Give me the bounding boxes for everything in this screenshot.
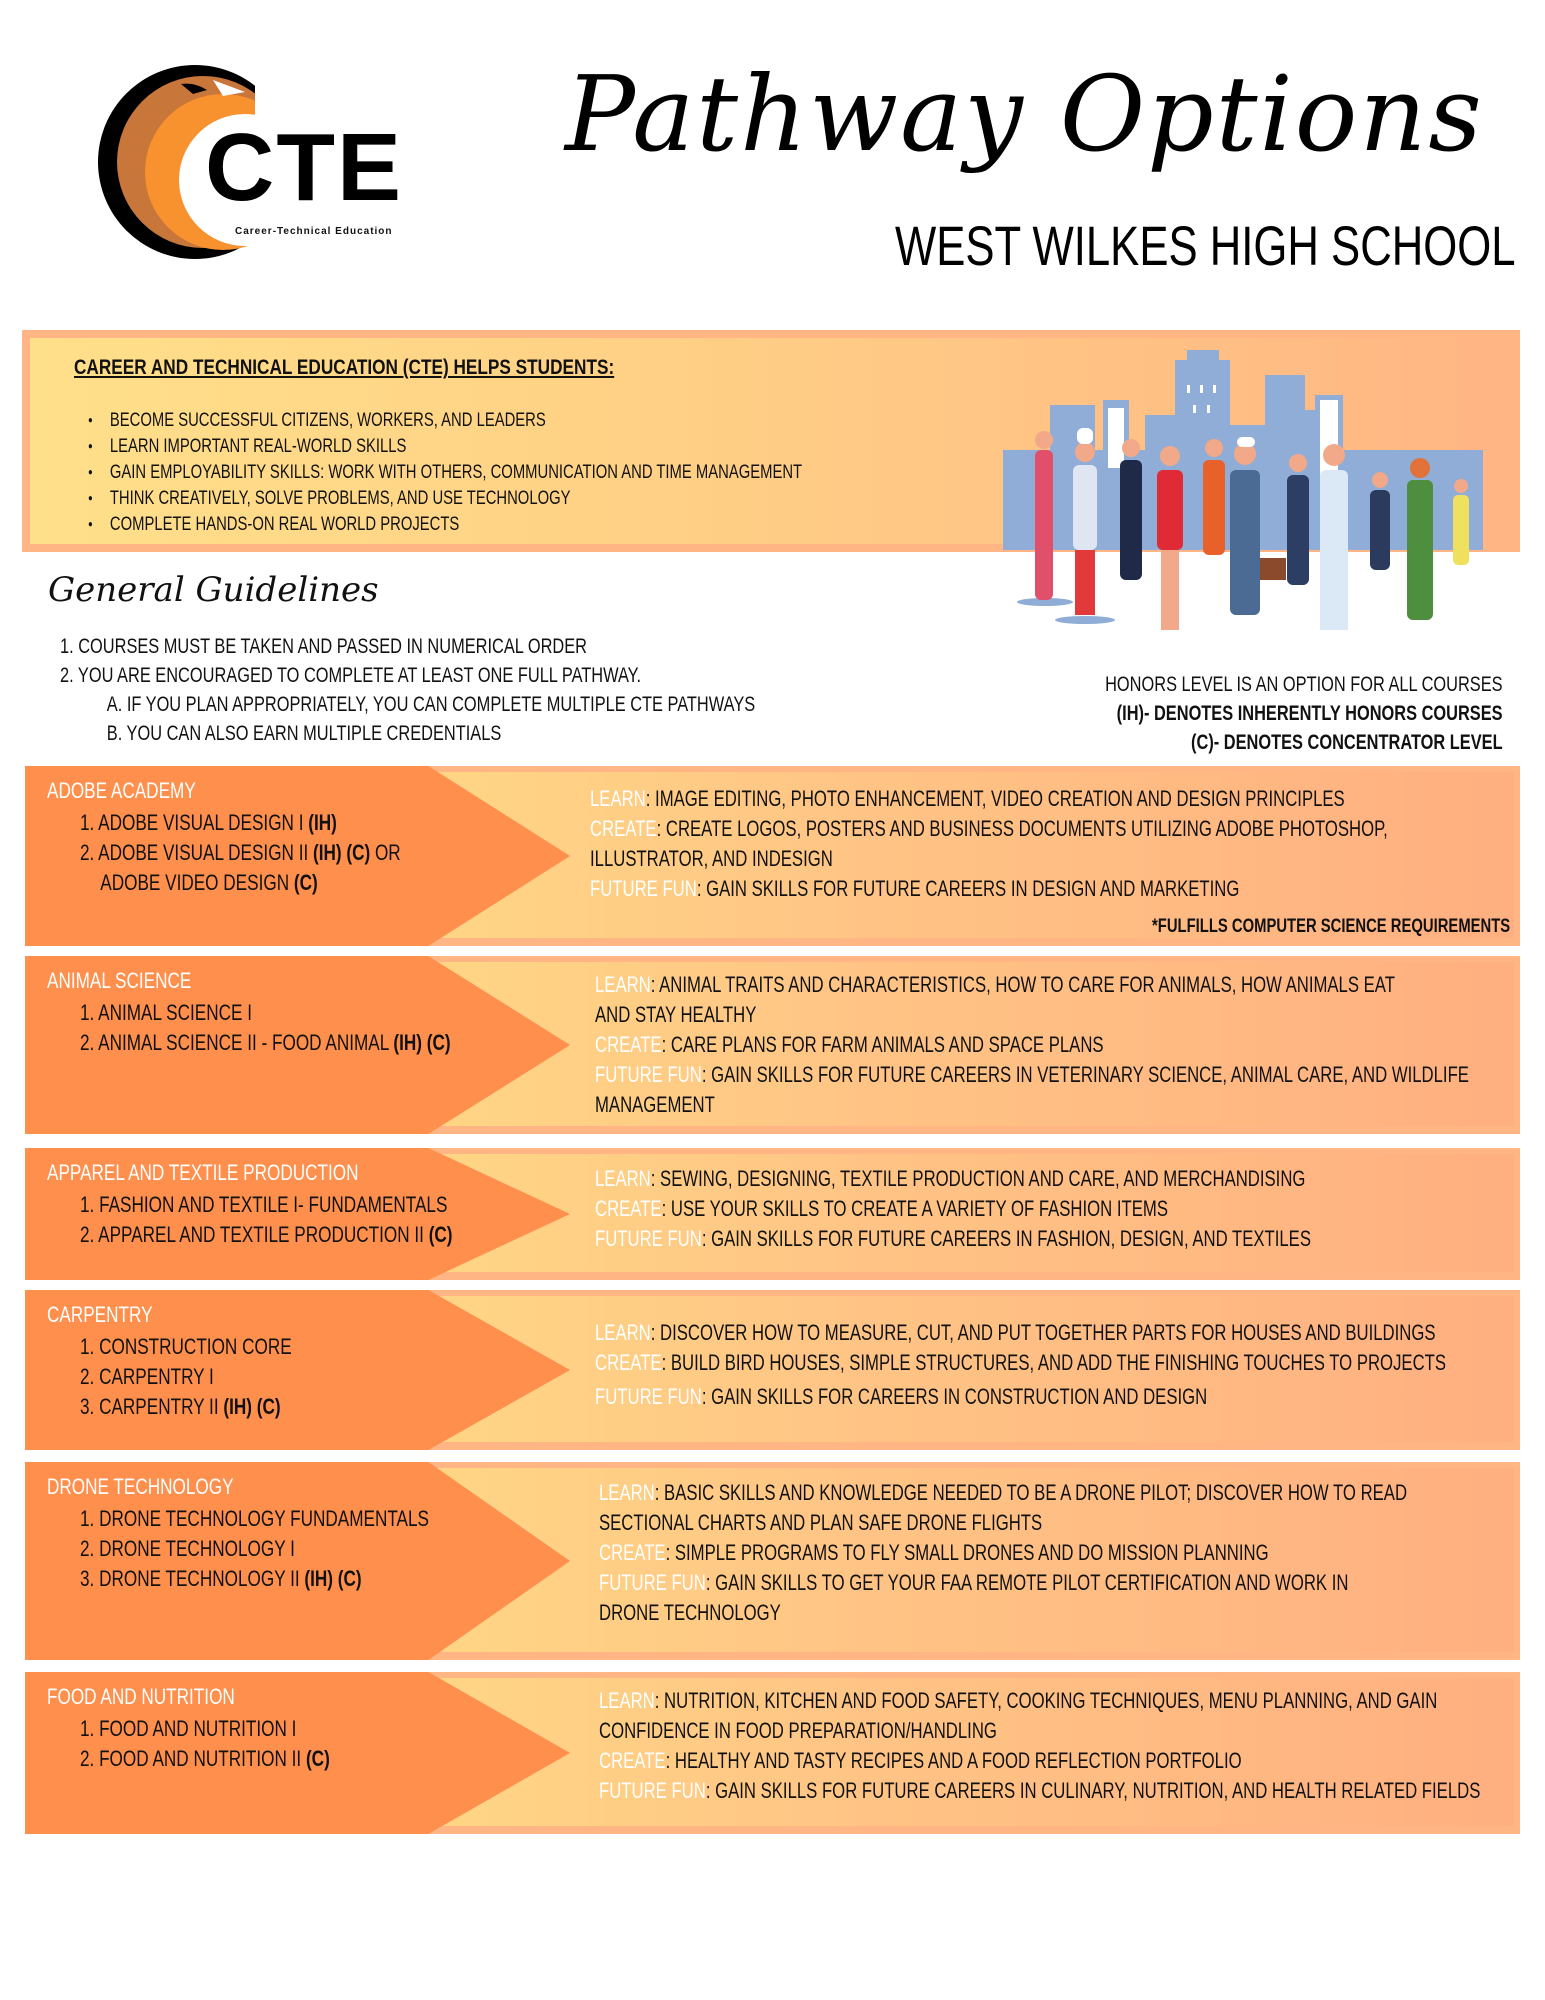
pathway-description <box>595 1318 1545 1412</box>
learn-line: LEARN: ANIMAL TRAITS AND CHARACTERISTICS, HOW TO CARE FOR ANIMALS, HOW ANIMALS EAT <box>595 972 1395 997</box>
future-line: FUTURE FUN: GAIN SKILLS FOR FUTURE CAREERS IN VETERINARY SCIENCE, ANIMAL CARE, AND WILDLIFE <box>595 1062 1469 1087</box>
learn-line: LEARN: IMAGE EDITING, PHOTO ENHANCEMENT, VIDEO CREATION AND DESIGN PRINCIPLES <box>590 786 1345 811</box>
learn-line: LEARN: NUTRITION, KITCHEN AND FOOD SAFETY, COOKING TECHNIQUES, MENU PLANNING, AND GAIN <box>599 1688 1438 1713</box>
pathway-description <box>590 784 1545 904</box>
logo-text: CTE <box>205 114 403 221</box>
intro-bullet: ● BECOME SUCCESSFUL CITIZENS, WORKERS, AND LEADERS <box>88 408 802 434</box>
future-line: FUTURE FUN: GAIN SKILLS FOR FUTURE CAREERS IN DESIGN AND MARKETING <box>590 876 1240 901</box>
learn-line: LEARN: SEWING, DESIGNING, TEXTILE PRODUCTION AND CARE, AND MERCHANDISING <box>595 1166 1306 1191</box>
learn-line-cont: CONFIDENCE IN FOOD PREPARATION/HANDLING <box>599 1718 997 1743</box>
create-line: CREATE: USE YOUR SKILLS TO CREATE A VARIETY OF FASHION ITEMS <box>595 1196 1168 1221</box>
future-line-cont: MANAGEMENT <box>595 1092 715 1117</box>
course-item: 2. APPAREL AND TEXTILE PRODUCTION II (C) <box>80 1222 453 1247</box>
cte-logo <box>95 62 415 262</box>
pathway-description <box>595 1164 1537 1254</box>
intro-heading: CAREER AND TECHNICAL EDUCATION (CTE) HELPS STUDENTS: <box>74 356 615 379</box>
pathway-title: CARPENTRY <box>47 1302 153 1327</box>
guideline-item: 1. COURSES MUST BE TAKEN AND PASSED IN NUMERICAL ORDER <box>60 635 587 658</box>
city-professionals-illustration <box>975 330 1520 630</box>
guideline-item: 2. YOU ARE ENCOURAGED TO COMPLETE AT LEAST ONE FULL PATHWAY. <box>60 664 642 687</box>
course-list <box>80 808 491 898</box>
intro-bullet: ● LEARN IMPORTANT REAL-WORLD SKILLS <box>88 434 802 460</box>
create-line: CREATE: CREATE LOGOS, POSTERS AND BUSINESS DOCUMENTS UTILIZING ADOBE PHOTOSHOP, <box>590 816 1388 841</box>
pathway-carpentry <box>25 1290 1520 1450</box>
pathway-adobe-academy <box>25 766 1520 946</box>
create-line: CREATE: CARE PLANS FOR FARM ANIMALS AND SPACE PLANS <box>595 1032 1104 1057</box>
future-line: FUTURE FUN: GAIN SKILLS FOR FUTURE CAREERS IN FASHION, DESIGN, AND TEXTILES <box>595 1226 1311 1251</box>
legend-ih: (IH)- DENOTES INHERENTLY HONORS COURSES <box>1117 702 1503 725</box>
course-item: ADOBE VIDEO DESIGN (C) <box>100 870 318 895</box>
pathway-food-nutrition <box>25 1672 1520 1834</box>
pathway-animal-science <box>25 956 1520 1134</box>
learn-line-cont: SECTIONAL CHARTS AND PLAN SAFE DRONE FLIGHTS <box>599 1510 1043 1535</box>
future-line-cont: DRONE TECHNOLOGY <box>599 1600 781 1625</box>
school-name: WEST WILKES HIGH SCHOOL <box>895 214 1516 277</box>
course-item: 1. ADOBE VISUAL DESIGN I (IH) <box>80 810 337 835</box>
legend-honors: HONORS LEVEL IS AN OPTION FOR ALL COURSES <box>1105 673 1503 696</box>
pathway-title: APPAREL AND TEXTILE PRODUCTION <box>47 1160 359 1185</box>
create-line: CREATE: HEALTHY AND TASTY RECIPES AND A FOOD REFLECTION PORTFOLIO <box>599 1748 1242 1773</box>
course-item: 2. ADOBE VISUAL DESIGN II (IH) (C) OR <box>80 840 401 865</box>
create-line-cont: ILLUSTRATOR, AND INDESIGN <box>590 846 833 871</box>
learn-line: LEARN: DISCOVER HOW TO MEASURE, CUT, AND PUT TOGETHER PARTS FOR HOUSES AND BUILDINGS <box>595 1320 1436 1345</box>
intro-bullets <box>88 408 1004 538</box>
pathway-title: DRONE TECHNOLOGY <box>47 1474 234 1499</box>
course-list <box>80 1714 400 1774</box>
logo-subtitle: Career-Technical Education <box>235 226 393 237</box>
pathway-drone-technology <box>25 1462 1520 1660</box>
pathway-title: ANIMAL SCIENCE <box>47 968 192 993</box>
pathway-description <box>599 1686 1545 1806</box>
intro-bullet: ● COMPLETE HANDS-ON REAL WORLD PROJECTS <box>88 512 802 538</box>
pathway-apparel-textile <box>25 1148 1520 1280</box>
course-item: 1. FASHION AND TEXTILE I- FUNDAMENTALS <box>80 1192 448 1217</box>
course-list <box>80 1332 351 1422</box>
pathway-title: FOOD AND NUTRITION <box>47 1684 235 1709</box>
course-item: 3. DRONE TECHNOLOGY II (IH) (C) <box>80 1566 362 1591</box>
guideline-subitem: B. YOU CAN ALSO EARN MULTIPLE CREDENTIALS <box>106 722 502 745</box>
learn-line-cont: AND STAY HEALTHY <box>595 1002 757 1027</box>
course-item: 2. CARPENTRY I <box>80 1364 214 1389</box>
create-line: CREATE: BUILD BIRD HOUSES, SIMPLE STRUCTURES, AND ADD THE FINISHING TOUCHES TO PROJECTS <box>595 1350 1447 1375</box>
guideline-subitem: A. IF YOU PLAN APPROPRIATELY, YOU CAN COMPLETE MULTIPLE CTE PATHWAYS <box>106 693 756 716</box>
future-line: FUTURE FUN: GAIN SKILLS TO GET YOUR FAA REMOTE PILOT CERTIFICATION AND WORK IN <box>599 1570 1349 1595</box>
course-item: 2. ANIMAL SCIENCE II - FOOD ANIMAL (IH) (C) <box>80 1030 451 1055</box>
intro-bullet: ● GAIN EMPLOYABILITY SKILLS: WORK WITH OTHERS, COMMUNICATION AND TIME MANAGEMENT <box>88 460 802 486</box>
course-item: 2. FOOD AND NUTRITION II (C) <box>80 1746 330 1771</box>
course-list <box>80 1190 558 1250</box>
future-line: FUTURE FUN: GAIN SKILLS FOR CAREERS IN CONSTRUCTION AND DESIGN <box>595 1384 1208 1409</box>
guidelines-list <box>60 632 951 748</box>
future-line: FUTURE FUN: GAIN SKILLS FOR FUTURE CAREERS IN CULINARY, NUTRITION, AND HEALTH RELATED FIELDS <box>599 1778 1481 1803</box>
course-item: 3. CARPENTRY II (IH) (C) <box>80 1394 281 1419</box>
legend <box>993 670 1503 757</box>
create-line: CREATE: SIMPLE PROGRAMS TO FLY SMALL DRONES AND DO MISSION PLANNING <box>599 1540 1269 1565</box>
pathway-description <box>595 970 1545 1120</box>
course-item: 1. FOOD AND NUTRITION I <box>80 1716 297 1741</box>
course-item: 1. DRONE TECHNOLOGY FUNDAMENTALS <box>80 1506 429 1531</box>
learn-line: LEARN: BASIC SKILLS AND KNOWLEDGE NEEDED TO BE A DRONE PILOT; DISCOVER HOW TO READ <box>599 1480 1408 1505</box>
pathway-title: ADOBE ACADEMY <box>47 778 196 803</box>
pathway-description <box>599 1478 1545 1628</box>
legend-c: (C)- DENOTES CONCENTRATOR LEVEL <box>1191 731 1503 754</box>
course-item: 1. CONSTRUCTION CORE <box>80 1334 292 1359</box>
page-title: Pathway Options <box>565 53 1484 175</box>
course-list <box>80 1504 527 1594</box>
course-list <box>80 998 555 1058</box>
course-item: 2. DRONE TECHNOLOGY I <box>80 1536 295 1561</box>
cs-requirement-note: *FULFILLS COMPUTER SCIENCE REQUIREMENTS <box>1151 916 1510 937</box>
course-item: 1. ANIMAL SCIENCE I <box>80 1000 252 1025</box>
intro-bullet: ● THINK CREATIVELY, SOLVE PROBLEMS, AND USE TECHNOLOGY <box>88 486 802 512</box>
guidelines-title: General Guidelines <box>48 570 379 610</box>
